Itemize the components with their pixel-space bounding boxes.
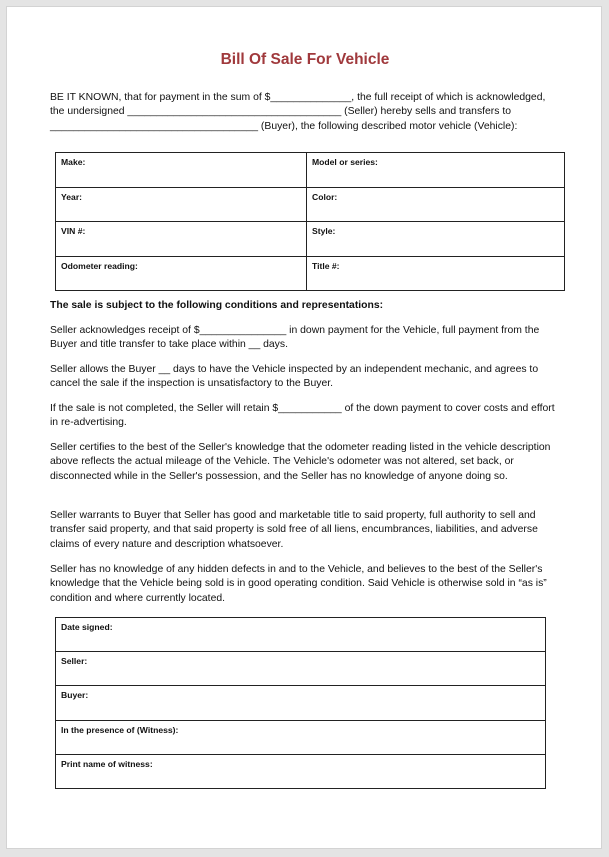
document-title: Bill Of Sale For Vehicle	[220, 51, 390, 68]
vehicle-details-table	[55, 152, 565, 291]
table-row	[56, 686, 546, 720]
seller-signature-field[interactable]: Seller:	[56, 652, 546, 686]
model-field[interactable]: Model or series:	[307, 153, 565, 188]
table-row	[56, 652, 546, 686]
table-row	[56, 618, 546, 652]
date-signed-field[interactable]: Date signed:	[56, 618, 546, 652]
table-row	[56, 256, 565, 291]
vin-field[interactable]: VIN #:	[56, 222, 307, 257]
condition-paragraph: Seller has no knowledge of any hidden defects in and to the Vehicle, and believes to the best of the Seller's knowledge that the Vehicle being sold is in good operating condition. Said Vehicle is otherwise sold in “as is” condition and where currently located.	[50, 564, 547, 604]
inspection-paragraph: Seller allows the Buyer __ days to have the Vehicle inspected by an independent mechanic, and agrees to cancel the sale if the inspection is unsatisfactory to the Buyer.	[50, 364, 539, 390]
table-row	[56, 153, 565, 188]
title-number-field[interactable]: Title #:	[307, 256, 565, 291]
title-warranty-paragraph: Seller warrants to Buyer that Seller has good and marketable title to said property, full authority to sell and transfer said property, and that said property is sold free of all liens, encumbrances, liabilities, and adverse claims of every nature and description whatsoever.	[50, 510, 538, 550]
odometer-paragraph: Seller certifies to the best of the Seller's knowledge that the odometer reading listed in the vehicle description above reflects the actual mileage of the Vehicle. The Vehicle's odometer was not altered, set back, or disconnected while in the Seller's possession, and the Seller has no knowledge of anyone doing so.	[50, 442, 551, 482]
buyer-signature-field[interactable]: Buyer:	[56, 686, 546, 720]
odometer-field[interactable]: Odometer reading:	[56, 256, 307, 291]
conditions-heading: The sale is subject to the following conditions and representations:	[50, 300, 384, 311]
witness-signature-field[interactable]: In the presence of (Witness):	[56, 720, 546, 754]
table-row	[56, 187, 565, 222]
make-field[interactable]: Make:	[56, 153, 307, 188]
witness-name-field[interactable]: Print name of witness:	[56, 754, 546, 788]
style-field[interactable]: Style:	[307, 222, 565, 257]
table-row	[56, 754, 546, 788]
table-row	[56, 222, 565, 257]
signature-table	[55, 617, 546, 789]
retention-paragraph: If the sale is not completed, the Seller will retain $___________ of the down payment to cover costs and effort in re-advertising.	[50, 403, 555, 429]
year-field[interactable]: Year:	[56, 187, 307, 222]
intro-paragraph: BE IT KNOWN, that for payment in the sum of $______________, the full receipt of which is acknowledged, the undersigned _____________________________________ (Seller) hereby sells and transfers to ____________________________________ (Buyer), the following described motor vehicle (Vehicle):	[50, 92, 546, 132]
document-page	[6, 6, 602, 849]
down-payment-paragraph: Seller acknowledges receipt of $_______________ in down payment for the Vehicle, full payment from the Buyer and title transfer to take place within __ days.	[50, 325, 540, 351]
table-row	[56, 720, 546, 754]
color-field[interactable]: Color:	[307, 187, 565, 222]
